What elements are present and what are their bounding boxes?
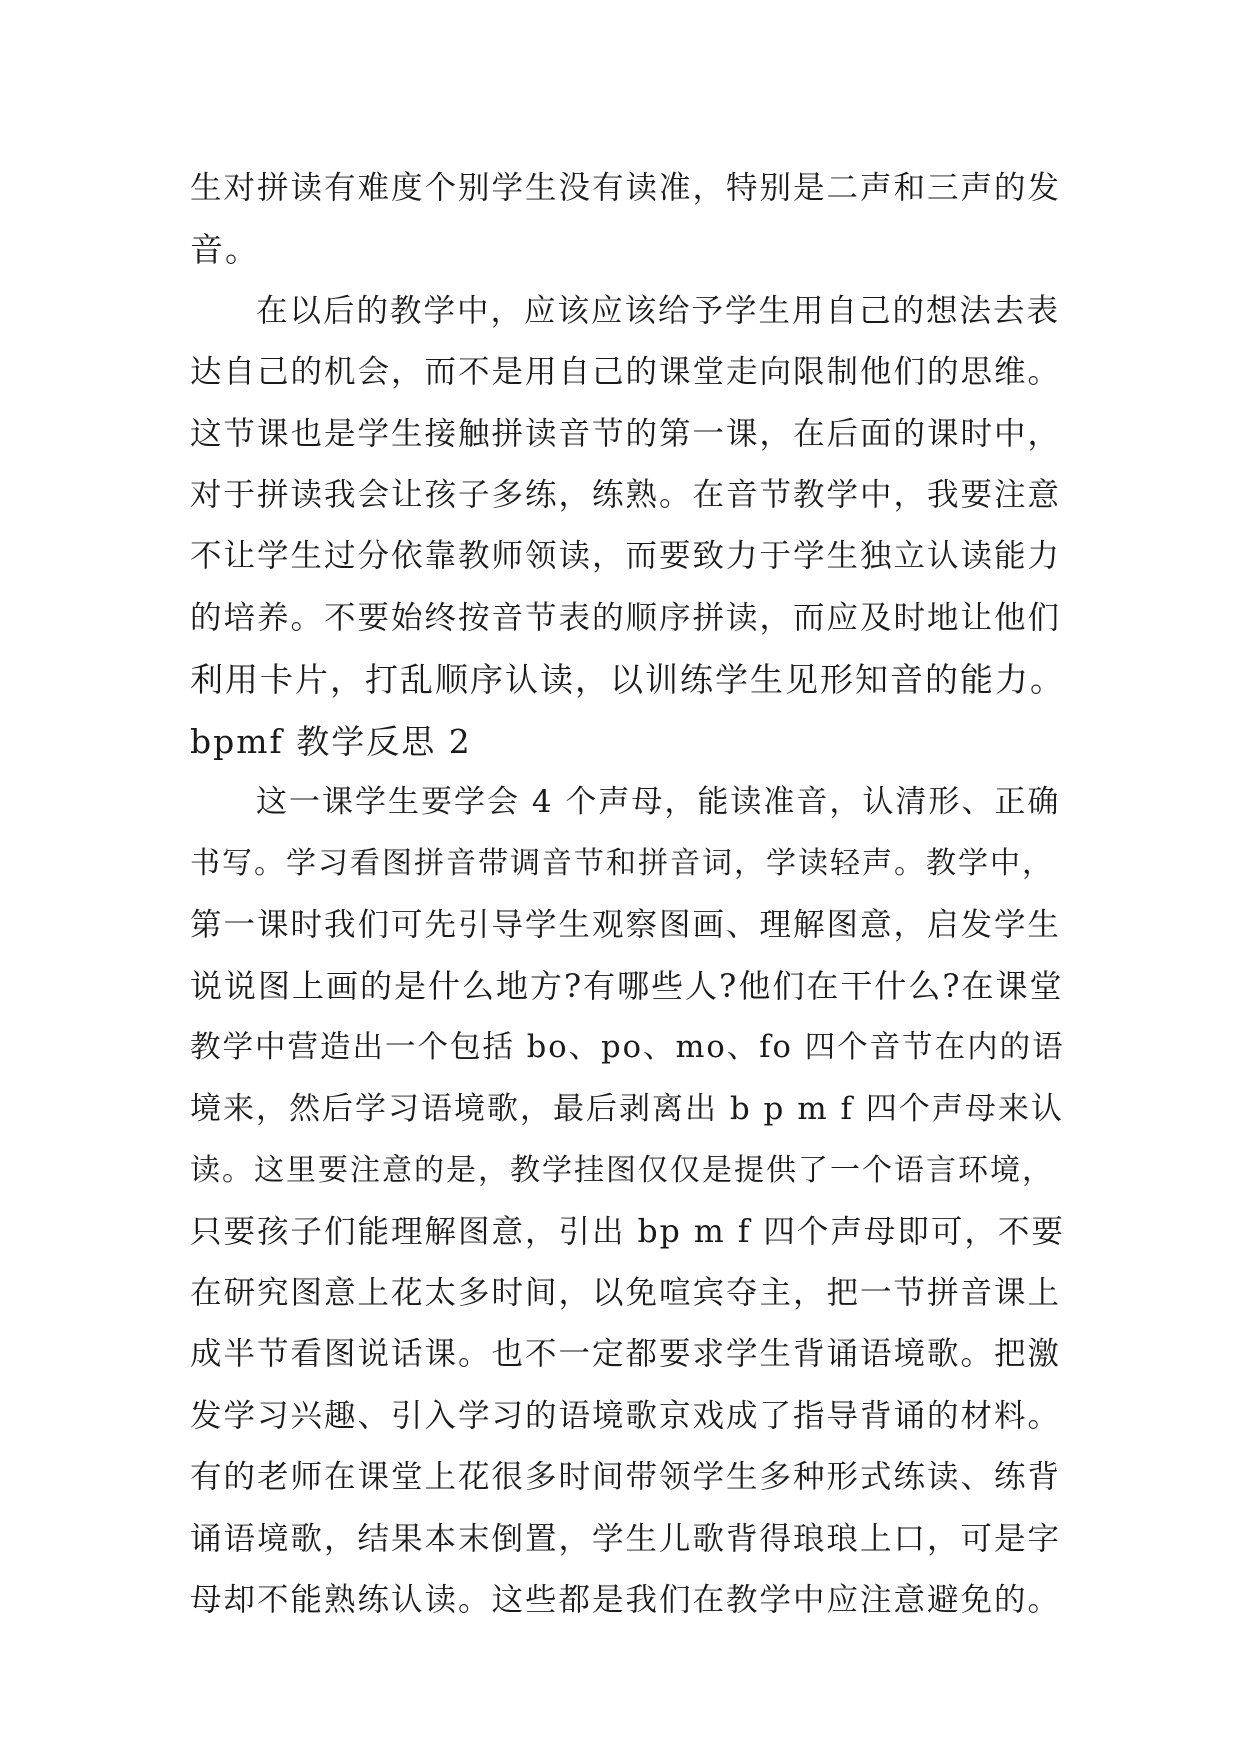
paragraph-first-line: 这一课学生要学会 4 个声母，能读准音，认清形、正确: [256, 783, 1061, 820]
text-line: 发学习兴趣、引入学习的语境歌京戏成了指导背诵的材料。: [190, 1397, 1062, 1434]
text-line: 在研究图意上花太多时间，以免喧宾夺主，把一节拼音课上: [190, 1275, 1062, 1312]
document-body: [190, 158, 1065, 1631]
text-line: 这节课也是学生接触拼读音节的第一课，在后面的课时中，: [190, 415, 1062, 452]
text-line: 生对拼读有难度个别学生没有读准，特别是二声和三声的发: [190, 170, 1062, 206]
text-line: 对于拼读我会让孩子多练，练熟。在音节教学中，我要注意: [190, 476, 1062, 513]
text-line: 境来，然后学习语境歌，最后剥离出 b p m f 四个声母来认: [190, 1090, 1064, 1127]
text-line: bpmf 教学反思 2: [190, 721, 472, 761]
text-line: 教学中营造出一个包括 bo、po、mo、fo 四个音节在内的语: [190, 1030, 1065, 1066]
text-line: 达自己的机会，而不是用自己的课堂走向限制他们的思维。: [190, 354, 1062, 391]
paragraph-first-line: 在以后的教学中，应该应该给予学生用自己的想法去表: [256, 292, 1061, 329]
text-line: 成半节看图说话课。也不一定都要求学生背诵语境歌。把激: [190, 1336, 1062, 1373]
text-line: 利用卡片，打乱顺序认读，以训练学生见形知音的能力。: [190, 660, 1065, 700]
text-line: 不让学生过分依靠教师领读，而要致力于学生独立认读能力: [190, 538, 1062, 575]
text-line: 读。这里要注意的是，教学挂图仅仅是提供了一个语言环境，: [190, 1153, 1054, 1189]
text-line: 母却不能熟练认读。这些都是我们在教学中应注意避免的。: [190, 1581, 1062, 1618]
text-line: 书写。学习看图拼音带调音节和拼音词，学读轻声。教学中，: [190, 846, 1054, 882]
text-line: 有的老师在课堂上花很多时间带领学生多种形式练读、练背: [190, 1459, 1062, 1496]
text-line: 第一课时我们可先引导学生观察图画、理解图意，启发学生: [190, 906, 1062, 943]
text-line: 音。: [190, 230, 260, 270]
text-line: 只要孩子们能理解图意，引出 bp m f 四个声母即可，不要: [190, 1213, 1065, 1250]
text-line: 诵语境歌，结果本末倒置，学生儿歌背得琅琅上口，可是字: [190, 1520, 1062, 1557]
text-line: 的培养。不要始终按音节表的顺序拼读，而应及时地让他们: [190, 599, 1062, 636]
text-line: 说说图上画的是什么地方?有哪些人?他们在干什么?在课堂: [190, 967, 1064, 1006]
